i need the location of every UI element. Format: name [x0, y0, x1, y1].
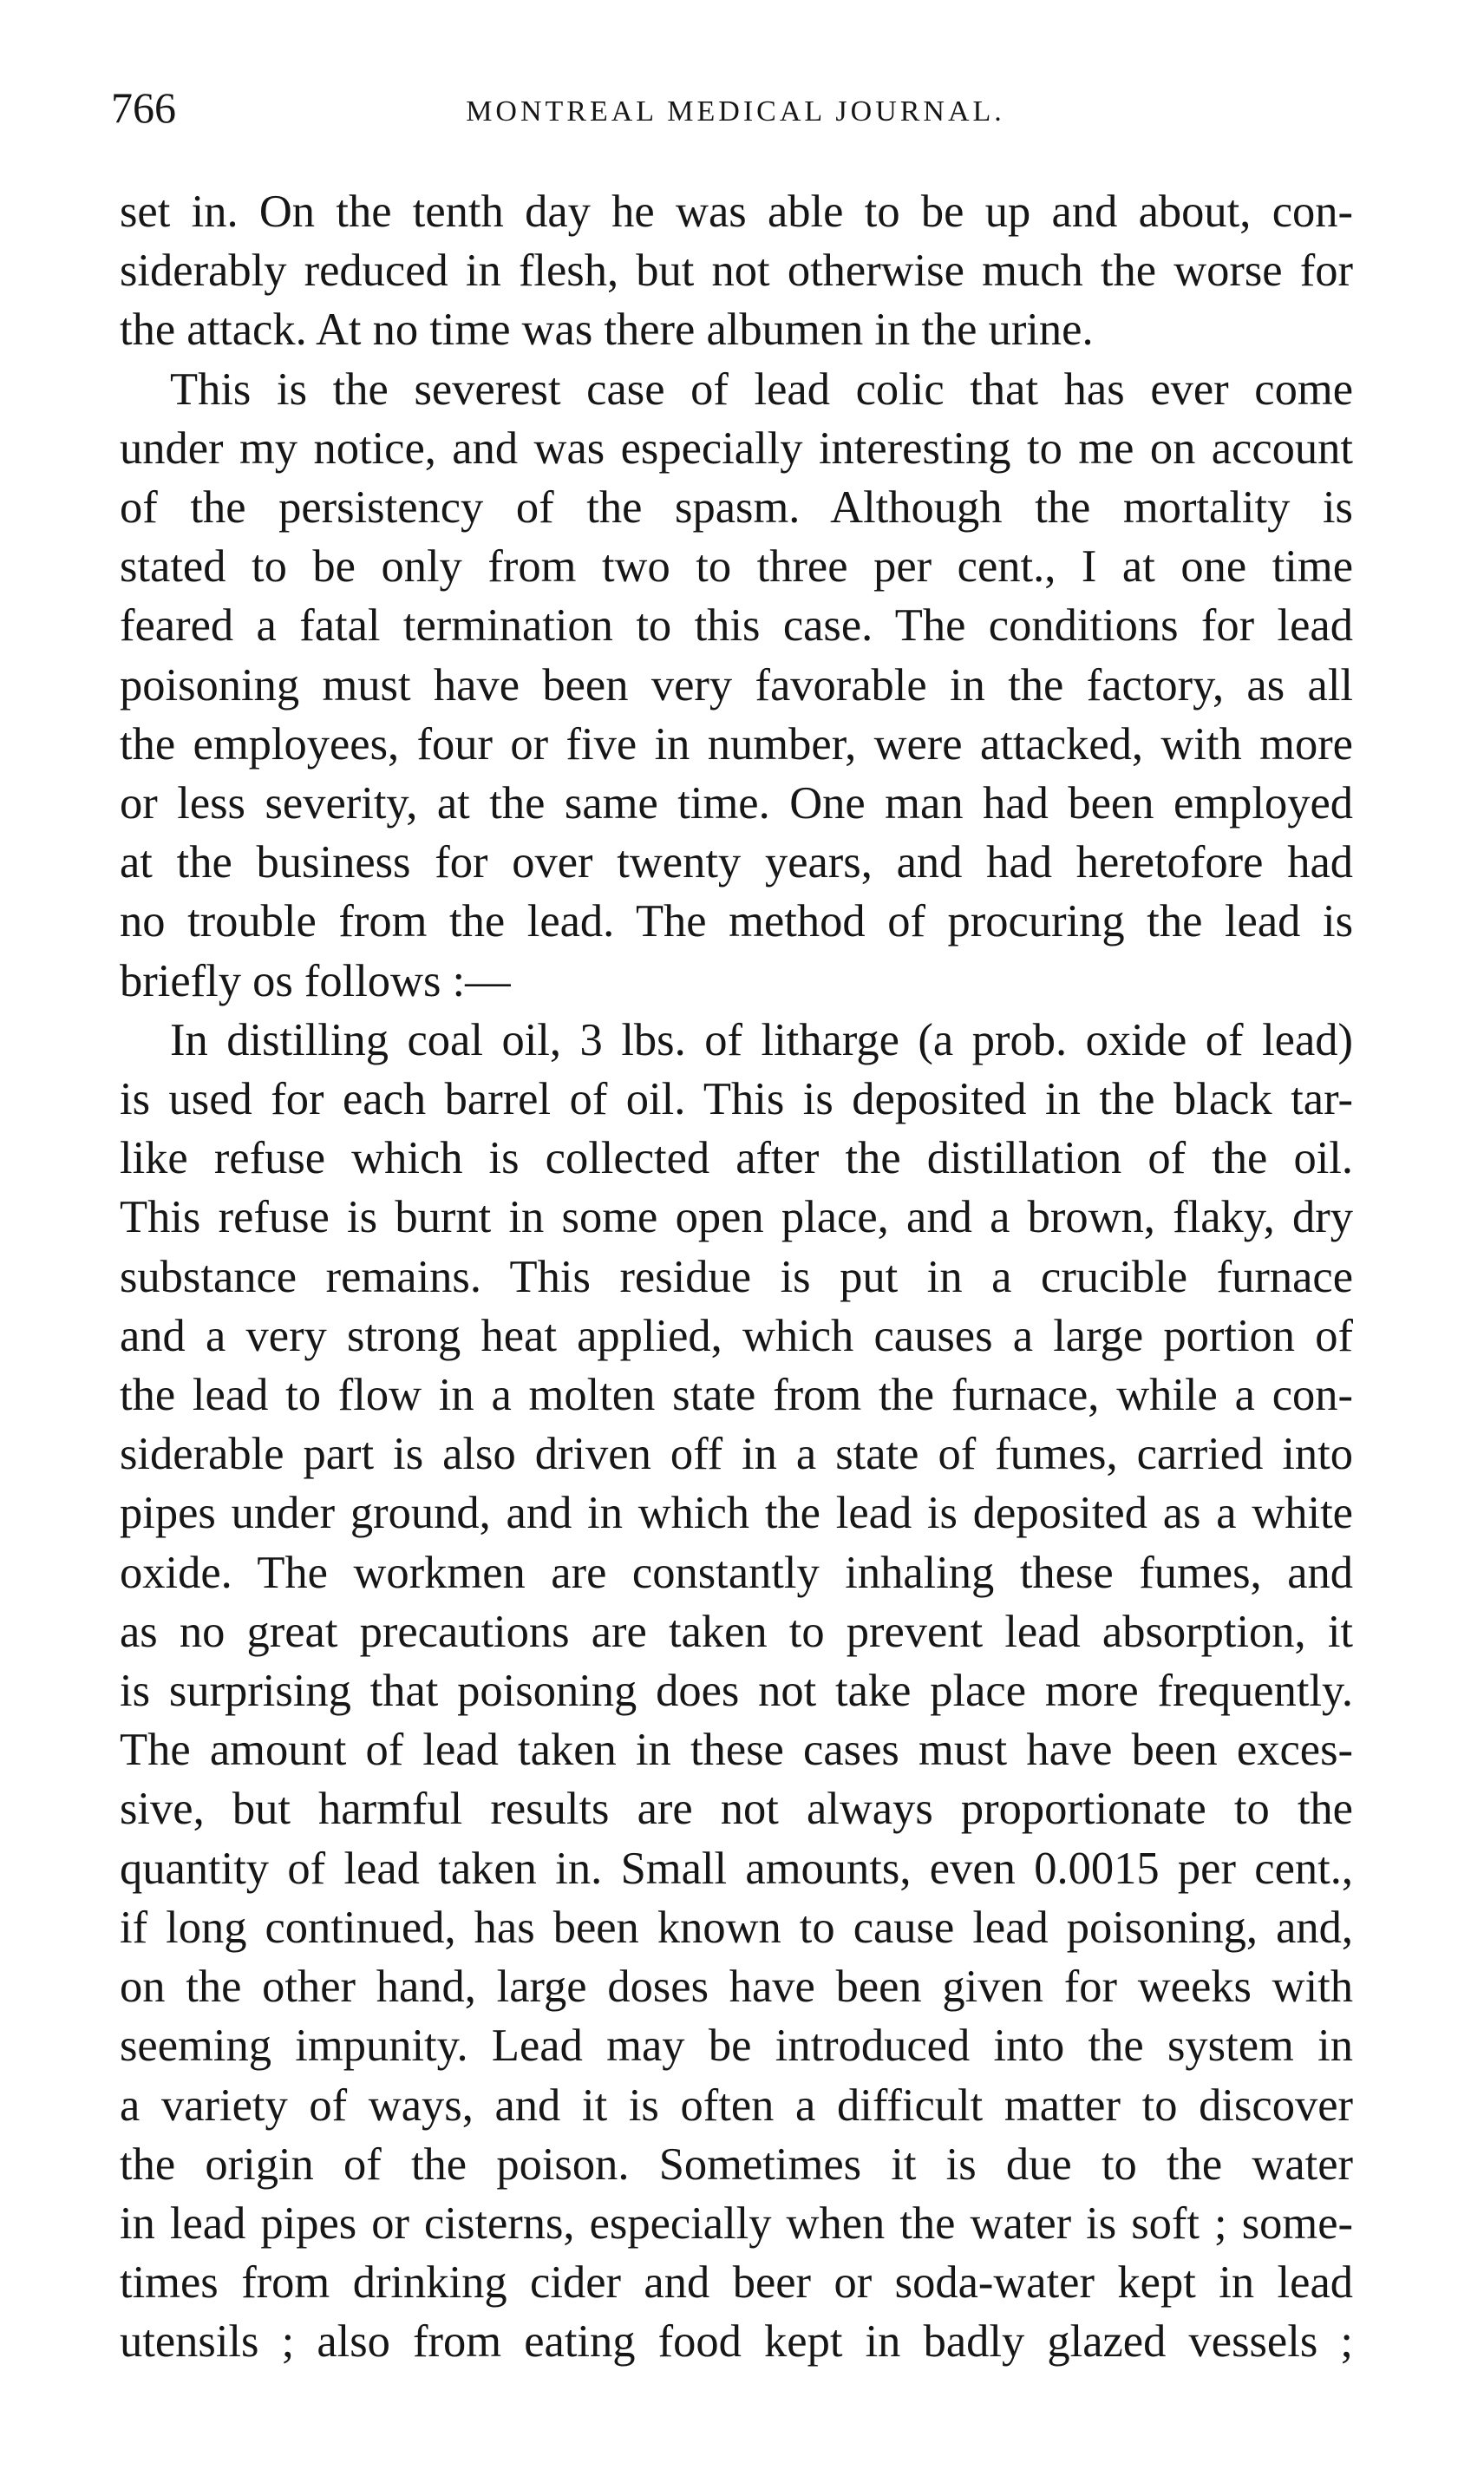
text-line: substance remains. This residue is put in a crucible furnace [120, 1251, 1353, 1302]
text-line: feared a fatal termination to this case. The conditions for lead [120, 600, 1353, 652]
text-line: and a very strong heat applied, which causes a large portion of [120, 1310, 1353, 1361]
paragraph [120, 1011, 1353, 2372]
text-line: stated to be only from two to three per cent., I at one time [120, 541, 1353, 593]
text-line: briefly os follows :— [120, 955, 511, 1006]
text-line: This is the severest case of lead colic that has ever come [170, 364, 1353, 415]
running-head [111, 76, 1360, 146]
text-line: the employees, four or five in number, were attacked, with more [120, 718, 1353, 770]
text-line: like refuse which is collected after the distillation of the oil. [120, 1133, 1353, 1184]
text-line: or less severity, at the same time. One man had been employed [120, 778, 1353, 829]
text-line: sive, but harmful results are not always proportionate to the [120, 1784, 1353, 1835]
text-line: as no great precautions are taken to prevent lead absorption, it [120, 1606, 1353, 1657]
text-line: seeming impunity. Lead may be introduced into the system in [120, 2021, 1353, 2072]
text-line: times from drinking cider and beer or soda-water kept in lead [120, 2257, 1353, 2309]
text-line: is surprising that poisoning does not take place more frequently. [120, 1666, 1353, 1717]
text-line: in lead pipes or cisterns, especially when the water is soft ; some- [120, 2198, 1353, 2249]
text-line: In distilling coal oil, 3 lbs. of litharge (a prob. oxide of lead) [170, 1014, 1353, 1065]
text-line: the lead to flow in a molten state from the furnace, while a con- [120, 1370, 1353, 1421]
paragraph [120, 360, 1353, 1011]
text-line: siderable part is also driven off in a state of fumes, carried into [120, 1429, 1353, 1480]
text-line: of the persistency of the spasm. Although the mortality is [120, 482, 1353, 534]
text-line: utensils ; also from eating food kept in badly glazed vessels ; [120, 2316, 1353, 2368]
text-line: under my notice, and was especially interesting to me on account [120, 422, 1353, 474]
journal-title: MONTREAL MEDICAL JOURNAL. [466, 95, 1005, 128]
paragraph [120, 182, 1353, 360]
text-line: no trouble from the lead. The method of procuring the lead is [120, 896, 1353, 947]
text-line: the attack. At no time was there albumen in the urine. [120, 305, 1094, 356]
text-line: the origin of the poison. Sometimes it is due to the water [120, 2139, 1353, 2190]
text-line: if long continued, has been known to cause lead poisoning, and, [120, 1902, 1353, 1953]
text-line: oxide. The workmen are constantly inhaling these fumes, and [120, 1547, 1353, 1598]
text-line: This refuse is burnt in some open place, and a brown, flaky, dry [120, 1192, 1353, 1243]
text-line: on the other hand, large doses have been given for weeks with [120, 1962, 1353, 2013]
text-line: a variety of ways, and it is often a difficult matter to discover [120, 2080, 1353, 2131]
text-line: pipes under ground, and in which the lead is deposited as a white [120, 1488, 1353, 1539]
text-line: The amount of lead taken in these cases must have been exces- [120, 1725, 1353, 1776]
text-line: at the business for over twenty years, and had heretofore had [120, 837, 1353, 888]
text-line: quantity of lead taken in. Small amounts, even 0.0015 per cent., [120, 1843, 1353, 1894]
body-text [120, 182, 1353, 2372]
text-line: is used for each barrel of oil. This is deposited in the black tar- [120, 1074, 1353, 1125]
text-line: poisoning must have been very favorable in the factory, as all [120, 659, 1353, 711]
page-number: 766 [111, 83, 176, 132]
text-line: set in. On the tenth day he was able to be up and about, con- [120, 187, 1353, 237]
text-line: siderably reduced in flesh, but not otherwise much the worse for [120, 246, 1353, 297]
